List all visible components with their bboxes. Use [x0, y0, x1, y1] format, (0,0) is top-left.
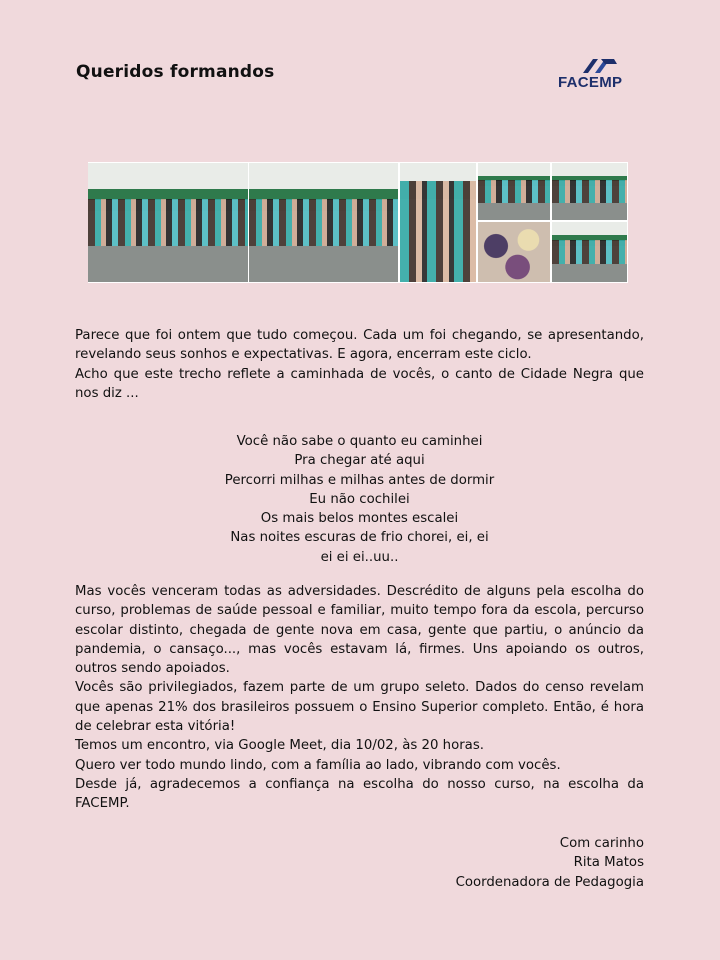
body-text — [75, 582, 644, 814]
group-photo-5 — [552, 222, 627, 282]
poem-line: Os mais belos montes escalei — [260, 511, 459, 527]
poem-line: Pra chegar até aqui — [294, 453, 425, 469]
intro-paragraph: Acho que este trecho reflete a caminhada de vocês, o canto de Cidade Negra que nos diz ... — [75, 366, 644, 401]
body-paragraph: Temos um encontro, via Google Meet, dia 10/02, às 20 horas. — [75, 738, 484, 754]
intro-paragraph: Parece que foi ontem que tudo começou. Cada um foi chegando, se apresentando, revelando seus sonhos e expectativas. E agora, encerram este ciclo. — [75, 328, 644, 363]
signature-name: Rita Matos — [573, 855, 644, 871]
signature-line: Com carinho — [559, 836, 644, 851]
song-excerpt — [75, 432, 644, 567]
body-paragraph: Quero ver todo mundo lindo, com a família ao lado, vibrando com vocês. — [75, 757, 561, 773]
group-photo-3 — [478, 163, 550, 220]
poem-line: ei ei ei..uu.. — [320, 549, 399, 565]
group-photo-2 — [249, 163, 398, 282]
poem-line: Eu não cochilei — [309, 491, 410, 507]
body-paragraph: Mas vocês venceram todas as adversidades. Descrédito de alguns pela escolha do curso, problemas de saúde pessoal e familiar, muito tempo fora da escola, percurso escolar distinto, chegada de gente nova em casa, gente que partiu, o anúncio da pandemia, o cansaço..., mas vocês estavam lá, firmes. Uns apoiando os outros, outros sendo apoiados. — [75, 584, 644, 677]
page-title: Queridos formandos — [76, 62, 275, 82]
selfie-photo — [400, 163, 476, 282]
intro-text — [75, 326, 644, 403]
signature — [456, 834, 644, 892]
body-paragraph: Vocês são privilegiados, fazem parte de um grupo seleto. Dados do censo revelam que apenas 21% dos brasileiros possuem o Ensino Superior completo. Então, é hora de celebrar esta vitória! — [75, 680, 644, 735]
food-photo — [478, 222, 550, 282]
photo-collage — [88, 162, 628, 283]
poem-line: Nas noites escuras de frio chorei, ei, ei — [230, 530, 489, 546]
poem-line: Você não sabe o quanto eu caminhei — [236, 434, 483, 449]
signature-role: Coordenadora de Pedagogia — [455, 874, 644, 890]
poem-line: Percorri milhas e milhas antes de dormir — [224, 472, 495, 488]
group-photo-1 — [88, 163, 248, 282]
facemp-logo-icon — [581, 55, 621, 75]
group-photo-4 — [552, 163, 627, 220]
facemp-logo — [556, 55, 650, 93]
body-paragraph: Desde já, agradecemos a confiança na escolha do nosso curso, na escolha da FACEMP. — [75, 776, 644, 812]
logo-text: FACEMP — [558, 74, 623, 91]
